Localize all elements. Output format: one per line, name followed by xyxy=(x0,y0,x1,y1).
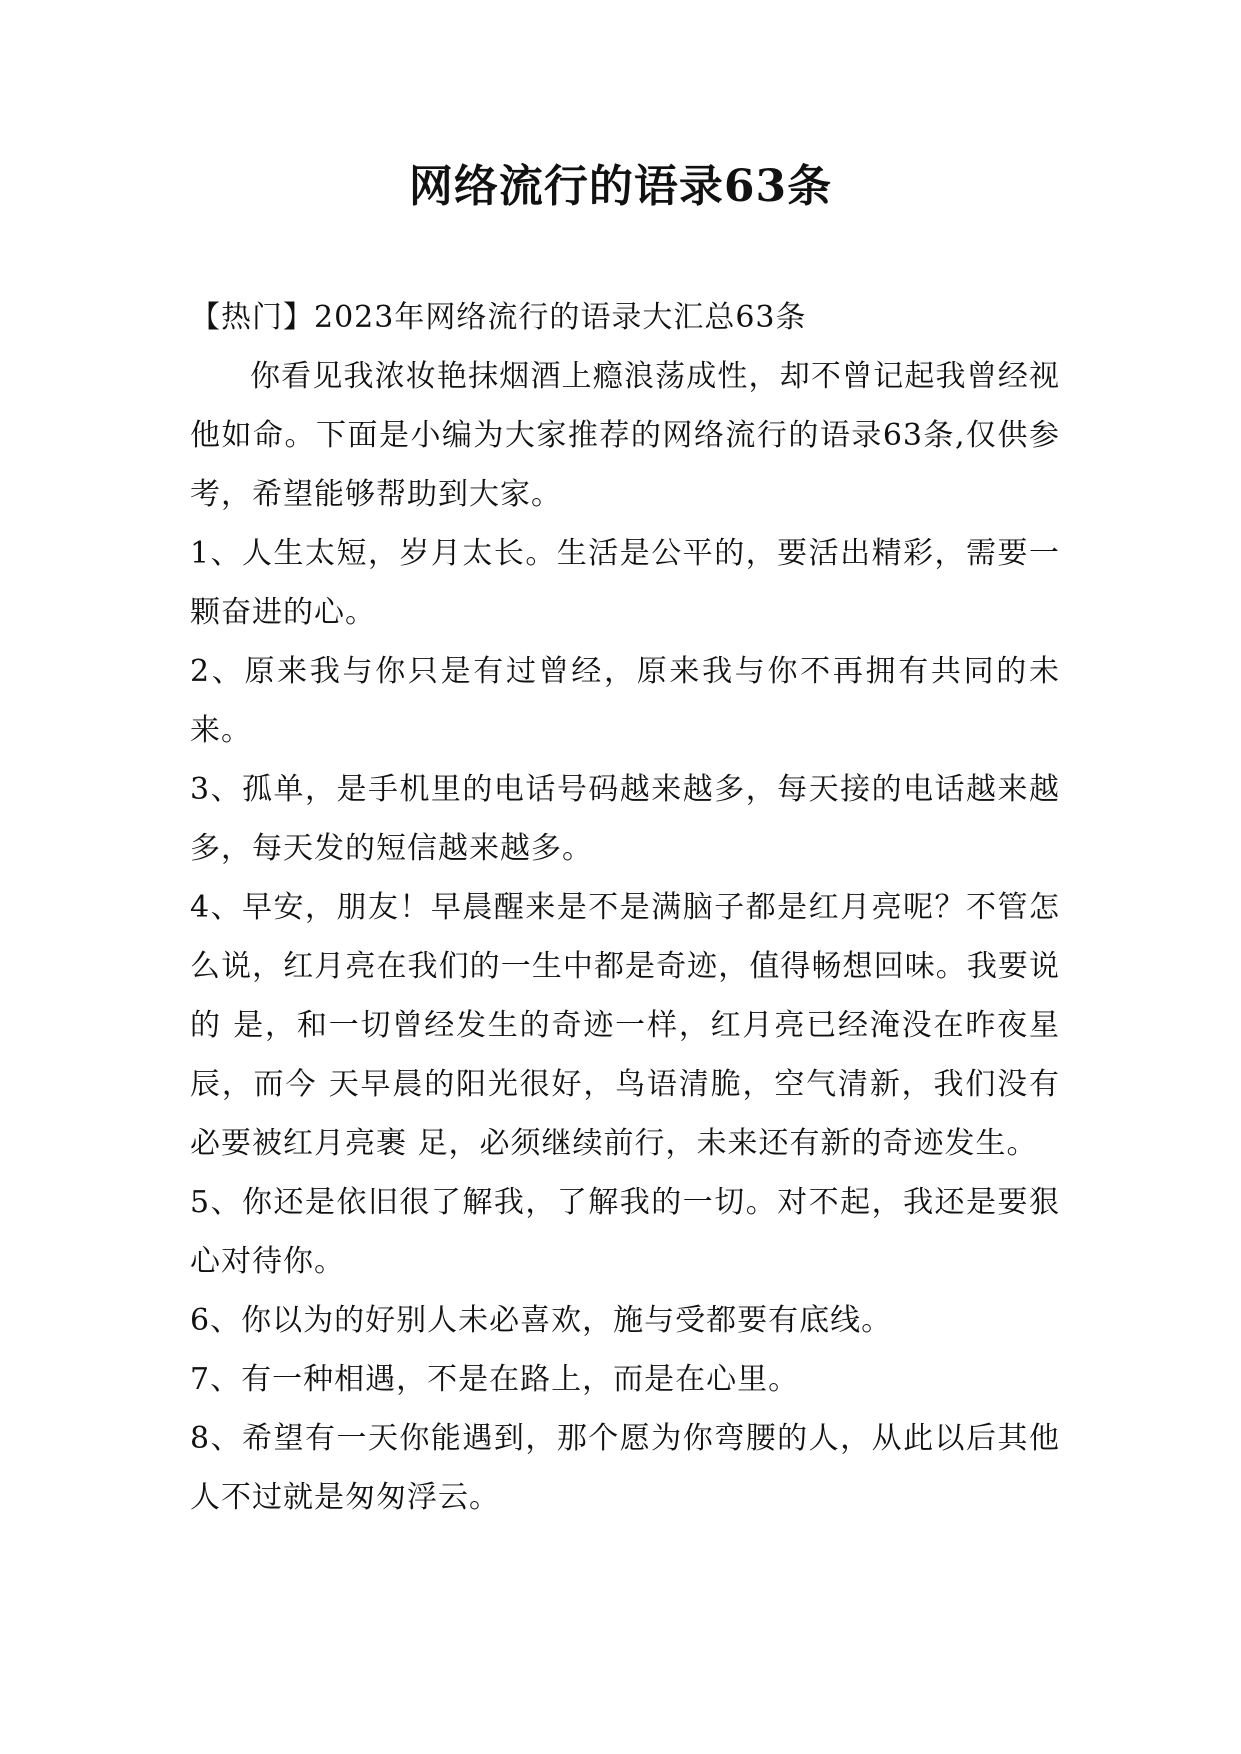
intro-paragraph: 你看见我浓妆艳抹烟酒上瘾浪荡成性，却不曾记起我曾经视他如命。下面是小编为大家推荐的网络流行的语录63条,仅供参考，希望能够帮助到大家。 xyxy=(190,359,1060,512)
quote-item-3: 3、孤单，是手机里的电话号码越来越多，每天接的电话越来越多，每天发的短信越来越多。 xyxy=(190,772,1060,866)
quote-item-2: 2、原来我与你只是有过曾经，原来我与你不再拥有共同的未来。 xyxy=(190,654,1060,748)
quote-item-4: 4、早安，朋友！早晨醒来是不是满脑子都是红月亮呢？不管怎 么说，红月亮在我们的一生中都是奇迹，值得畅想回味。我要说的 是，和一切曾经发生的奇迹一样，红月亮已经淹没在昨夜星辰，而今 天早晨的阳光很好，鸟语清脆，空气清新，我们没有必要被红月亮裹 足，必须继续前行，未来还有新的奇迹发生。 xyxy=(190,890,1060,1161)
quote-item-8: 8、希望有一天你能遇到，那个愿为你弯腰的人，从此以后其他人不过就是匆匆浮云。 xyxy=(190,1421,1060,1515)
quote-item-6: 6、你以为的好别人未必喜欢，施与受都要有底线。 xyxy=(190,1303,893,1338)
quote-item-1: 1、人生太短，岁月太长。生活是公平的，要活出精彩，需要一颗奋进的心。 xyxy=(190,536,1060,630)
document-body xyxy=(190,288,1060,1527)
quote-item-7: 7、有一种相遇，不是在路上，而是在心里。 xyxy=(190,1362,800,1397)
quote-item-5: 5、你还是依旧很了解我，了解我的一切。对不起，我还是要狠心对待你。 xyxy=(190,1185,1060,1279)
document-title: 网络流行的语录63条 xyxy=(408,161,833,212)
document-subtitle: 【热门】2023年网络流行的语录大汇总63条 xyxy=(190,300,807,335)
